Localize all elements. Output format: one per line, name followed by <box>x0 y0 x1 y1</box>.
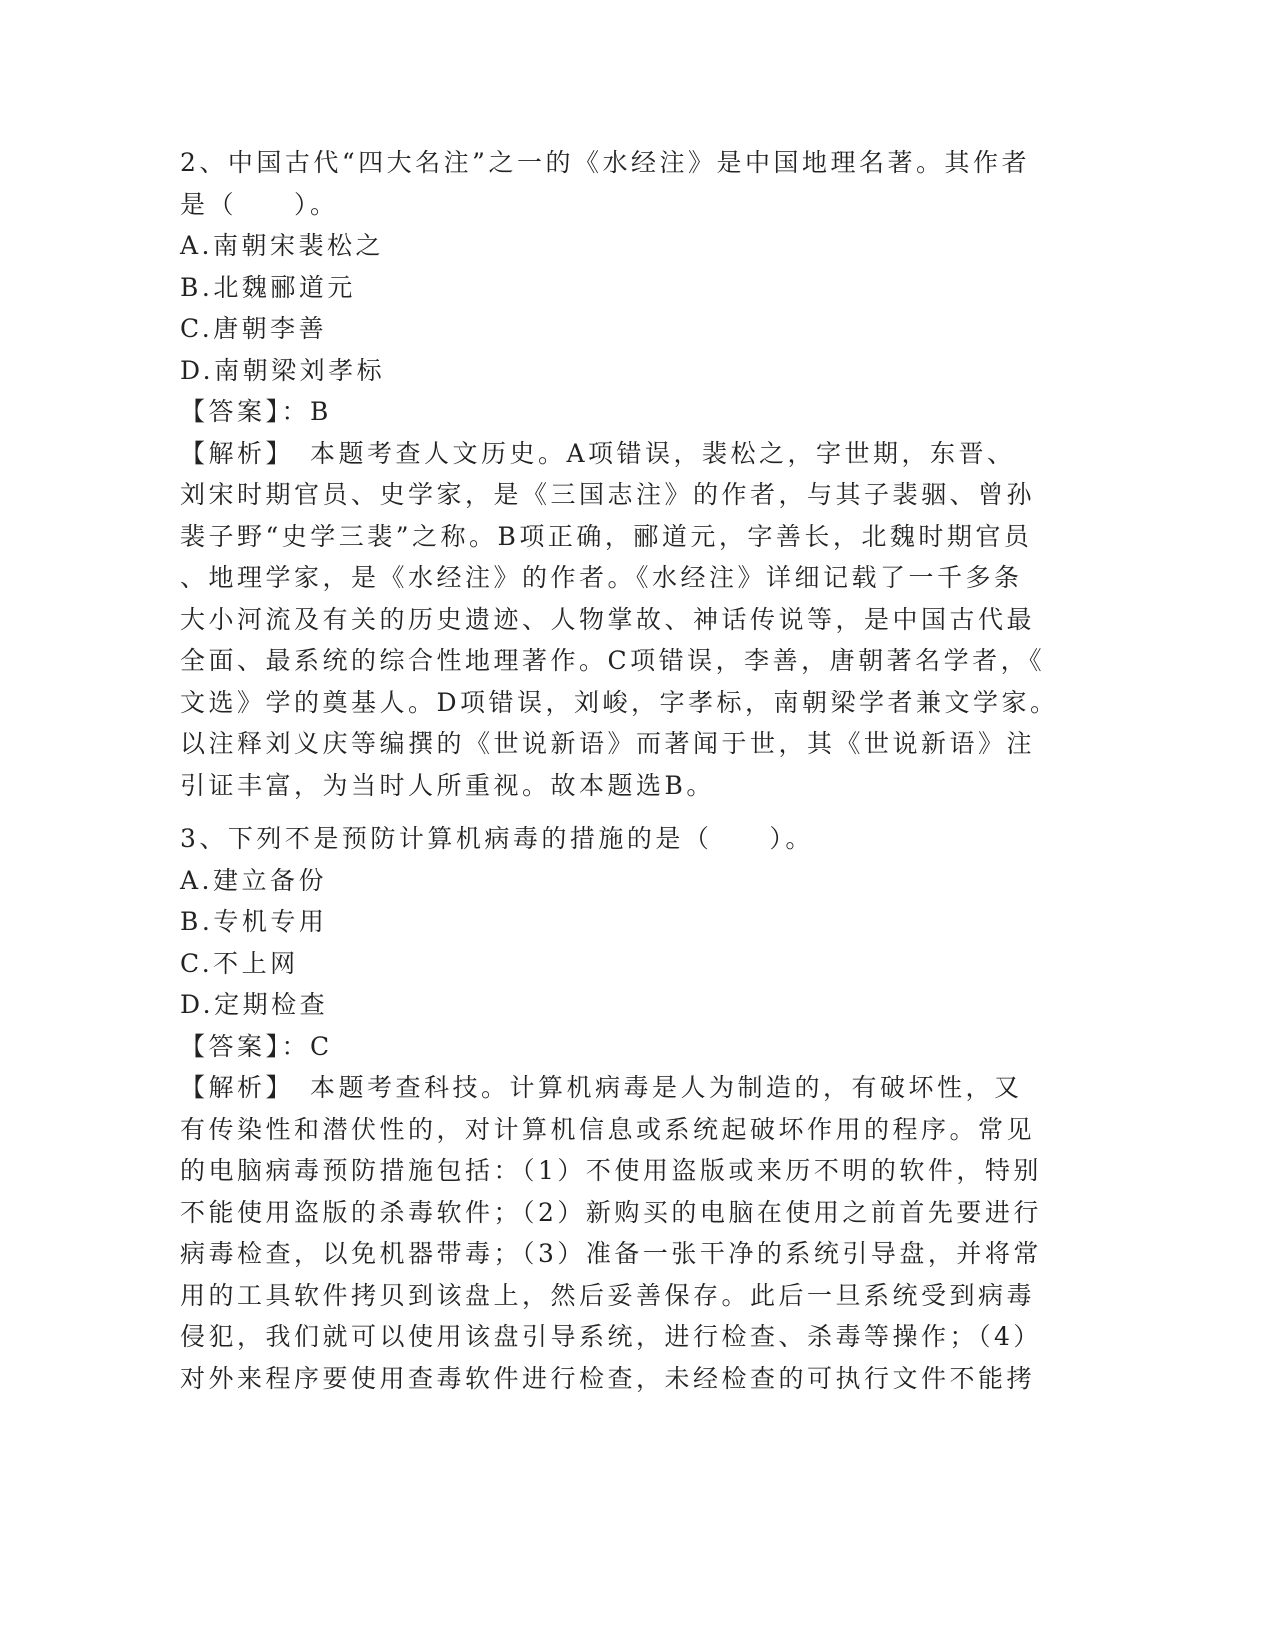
analysis-line: 全面、最系统的综合性地理著作。C项错误，李善，唐朝著名学者，《 <box>180 646 1046 675</box>
analysis-line: 用的工具软件拷贝到该盘上，然后妥善保存。此后一旦系统受到病毒 <box>180 1280 1036 1310</box>
analysis-line: 【解析】 本题考查人文历史。A项错误，裴松之，字世期，东晋、 <box>180 438 1016 468</box>
analysis-line: 不能使用盗版的杀毒软件；（2）新购买的电脑在使用之前首先要进行 <box>180 1197 1042 1227</box>
option-c: C.不上网 <box>180 948 299 978</box>
analysis-line: 病毒检查，以免机器带毒；（3）准备一张干净的系统引导盘，并将常 <box>180 1239 1042 1268</box>
option-c: C.唐朝李善 <box>180 314 328 343</box>
question-gap <box>180 806 1040 818</box>
option-d: D.定期检查 <box>180 990 329 1019</box>
analysis-line: 刘宋时期官员、史学家，是《三国志注》的作者，与其子裴骃、曾孙 <box>180 480 1036 509</box>
analysis-line: 以注释刘义庆等编撰的《世说新语》而著闻于世，其《世说新语》注 <box>180 729 1036 758</box>
question-stem-line: 3、下列不是预防计算机病毒的措施的是（ ）。 <box>180 824 814 853</box>
option-b: B.专机专用 <box>180 907 328 936</box>
document-page <box>180 142 1059 1399</box>
analysis-line: 对外来程序要使用查毒软件进行检查，未经检查的可执行文件不能拷 <box>180 1363 1036 1393</box>
option-a: A.建立备份 <box>180 865 328 895</box>
question-stem-line: 是（ ）。 <box>180 189 339 219</box>
analysis-line: 裴子野“史学三裴”之称。B项正确，郦道元，字善长，北魏时期官员 <box>180 521 1033 551</box>
analysis-line: 有传染性和潜伏性的，对计算机信息或系统起破坏作用的程序。常见 <box>180 1114 1036 1144</box>
analysis-line: 、地理学家，是《水经注》的作者。《水经注》详细记载了一千多条 <box>180 563 1023 592</box>
analysis-line: 的电脑病毒预防措施包括：（1）不使用盗版或来历不明的软件，特别 <box>180 1156 1042 1185</box>
answer-line: 【答案】：C <box>180 1031 333 1061</box>
question-3 <box>180 818 1040 1399</box>
analysis-line: 大小河流及有关的历史遗迹、人物掌故、神话传说等，是中国古代最 <box>180 604 1036 634</box>
analysis-line: 引证丰富，为当时人所重视。故本题选B。 <box>180 770 715 800</box>
analysis-line: 文选》学的奠基人。D项错误，刘峻，字孝标，南朝梁学者兼文学家。 <box>180 687 1059 717</box>
analysis-line: 【解析】 本题考查科技。计算机病毒是人为制造的，有破坏性，又 <box>180 1073 1023 1102</box>
option-a: A.南朝宋裴松之 <box>180 231 385 260</box>
question-stem-line: 2、中国古代“四大名注”之一的《水经注》是中国地理名著。其作者 <box>180 148 1030 177</box>
analysis-line: 侵犯，我们就可以使用该盘引导系统，进行检查、杀毒等操作；（4） <box>180 1322 1042 1351</box>
answer-line: 【答案】：B <box>180 397 332 426</box>
option-b: B.北魏郦道元 <box>180 272 356 302</box>
option-d: D.南朝梁刘孝标 <box>180 355 386 385</box>
question-2 <box>180 142 1059 806</box>
